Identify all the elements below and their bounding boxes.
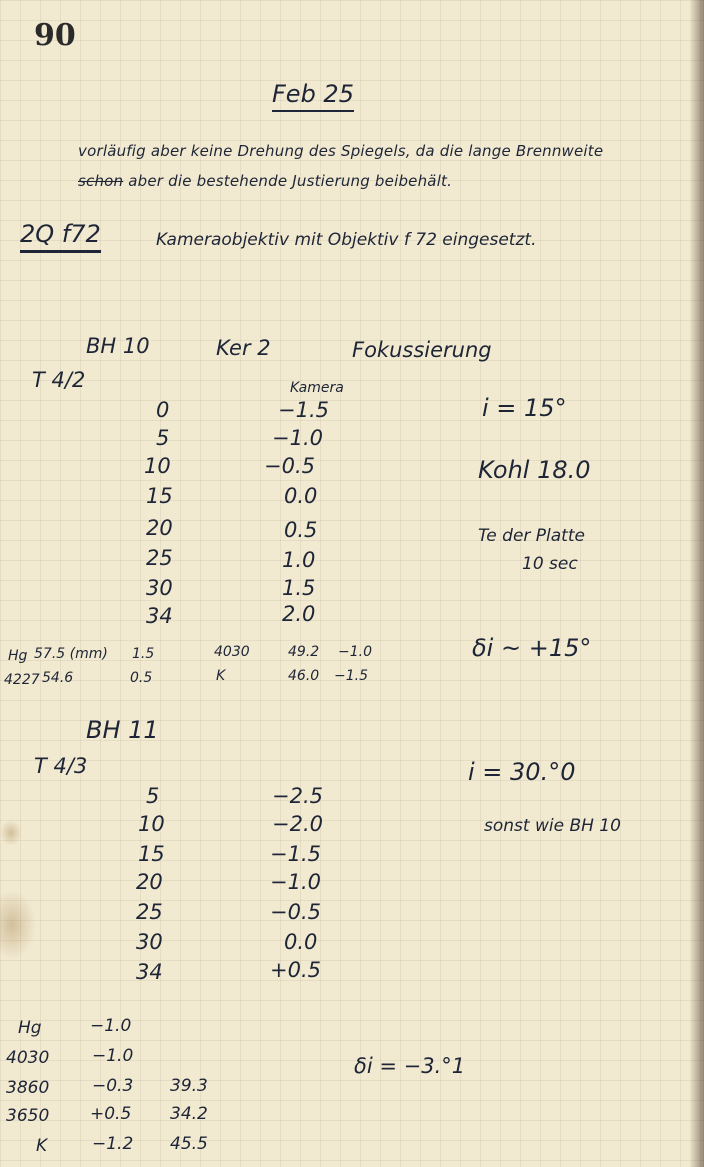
run1-row-b: 0.5: [284, 518, 318, 542]
run1-t: T 4/2: [32, 368, 86, 392]
run1-bh: BH 10: [86, 334, 150, 358]
run1-te-line2: 10 sec: [522, 554, 578, 574]
run1-row-a: 10: [144, 454, 171, 478]
run1-line-c2: 57.5 (mm): [34, 646, 108, 662]
run2-row-b: −1.0: [270, 870, 321, 894]
run1-row-b: −1.0: [272, 426, 323, 450]
run2-row-a: 15: [138, 842, 165, 866]
run1-line-c3: 1.5: [132, 646, 155, 662]
note-line-2-text: aber die bestehende Justierung beibehält.: [128, 172, 453, 190]
run2-row-b: −1.5: [270, 842, 321, 866]
run1-line-c6: −1.0: [338, 644, 372, 660]
run1-row-a: 34: [146, 604, 173, 628]
run2-row-a: 10: [138, 812, 165, 836]
run1-te-line1: Te der Platte: [478, 526, 585, 546]
run2-line-c2: −0.3: [92, 1076, 134, 1096]
run1-line-c6: −1.5: [334, 668, 368, 684]
run1-row-b: 2.0: [282, 602, 316, 626]
run2-line-c3: 45.5: [170, 1134, 208, 1154]
run2-delta: δi = −3.°1: [354, 1054, 466, 1078]
run2-row-a: 25: [136, 900, 163, 924]
run2-row-a: 34: [136, 960, 163, 984]
run2-line-c3: 39.3: [170, 1076, 208, 1096]
run1-row-b: 0.0: [284, 484, 318, 508]
run2-line-c2: −1.0: [90, 1016, 132, 1036]
run2-row-b: 0.0: [284, 930, 318, 954]
run1-row-b: −1.5: [278, 398, 329, 422]
run2-sonst: sonst wie BH 10: [484, 816, 621, 836]
run1-line-c5: 49.2: [288, 644, 320, 660]
run1-row-a: 30: [146, 576, 173, 600]
note-line-1: vorläufig aber keine Drehung des Spiegels, da die lange Brennweite: [78, 142, 604, 160]
note-struck-word: schon: [78, 172, 124, 190]
run1-line-c4: K: [216, 668, 226, 684]
section-text: Kameraobjektiv mit Objektiv f 72 eingesetzt.: [156, 230, 537, 250]
run1-row-b: −0.5: [264, 454, 315, 478]
run1-subhead: Kamera: [290, 380, 344, 396]
run2-line-c2: +0.5: [90, 1104, 132, 1124]
ink-stain: [0, 890, 36, 960]
run1-row-b: 1.5: [282, 576, 316, 600]
run2-line-c1: Hg: [18, 1018, 42, 1038]
run1-ker: Ker 2: [216, 336, 271, 360]
ink-stain-small: [0, 820, 22, 846]
run1-row-a: 15: [146, 484, 173, 508]
entry-date: Feb 25: [272, 80, 354, 112]
run2-line-c1: 3650: [6, 1106, 50, 1126]
run2-row-b: −0.5: [270, 900, 321, 924]
run2-angle: i = 30.°0: [468, 758, 576, 786]
run1-row-b: 1.0: [282, 548, 316, 572]
run1-row-a: 5: [156, 426, 170, 450]
run1-line-c5: 46.0: [288, 668, 320, 684]
run1-line-c3: 0.5: [130, 670, 153, 686]
run2-row-b: +0.5: [270, 958, 321, 982]
run1-line-c4: 4030: [214, 644, 250, 660]
run2-row-b: −2.5: [272, 784, 323, 808]
run1-delta: δi ~ +15°: [472, 634, 592, 662]
run2-row-a: 30: [136, 930, 163, 954]
run1-line-c1: Hg: [8, 648, 28, 664]
run2-line-c3: 34.2: [170, 1104, 208, 1124]
run1-row-a: 25: [146, 546, 173, 570]
run2-line-c1: 4030: [6, 1048, 50, 1068]
page-edge-shadow: [690, 0, 704, 1167]
run2-t: T 4/3: [34, 754, 88, 778]
run2-line-c2: −1.0: [92, 1046, 134, 1066]
run2-line-c1: 3860: [6, 1078, 50, 1098]
page-number: 90: [34, 18, 76, 53]
run2-row-a: 20: [136, 870, 163, 894]
run2-row-b: −2.0: [272, 812, 323, 836]
run1-row-a: 20: [146, 516, 173, 540]
run1-line-c2: 54.6: [42, 670, 74, 686]
run1-line-c1: 4227: [4, 672, 40, 688]
run1-row-a: 0: [156, 398, 170, 422]
run2-bh: BH 11: [86, 716, 159, 744]
run2-row-a: 5: [146, 784, 160, 808]
run2-line-c1: K: [36, 1136, 48, 1156]
run1-angle: i = 15°: [482, 394, 567, 422]
note-line-2: [78, 172, 452, 190]
run1-fok: Fokussierung: [352, 338, 492, 362]
run1-kohl: Kohl 18.0: [478, 456, 591, 484]
run2-line-c2: −1.2: [92, 1134, 134, 1154]
section-label: 2Q f72: [20, 220, 101, 253]
